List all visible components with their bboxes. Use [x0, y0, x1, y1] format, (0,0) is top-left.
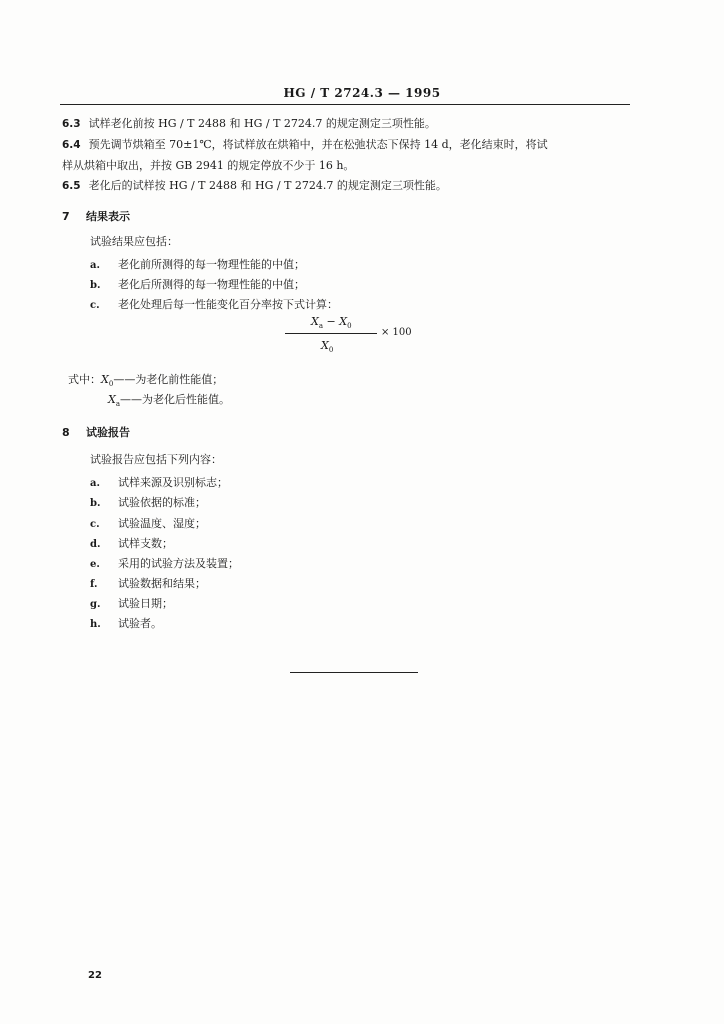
list-item	[90, 515, 206, 531]
section-number: 7	[62, 210, 70, 223]
list-item-label: f.	[90, 579, 98, 590]
list-item	[90, 575, 206, 591]
list-item	[90, 296, 338, 312]
symbol-description: ——为老化前性能值；	[113, 373, 224, 386]
page-number: 22	[88, 970, 102, 981]
clause-6-5	[62, 179, 447, 193]
list-item-label: e.	[90, 559, 100, 570]
list-item	[90, 535, 173, 551]
list-item	[90, 474, 228, 490]
section-title: 结果表示	[86, 210, 130, 223]
list-item-text: 试样来源及识别标志；	[118, 476, 228, 489]
formula-multiplier: × 100	[381, 327, 412, 338]
list-item-label: d.	[90, 539, 101, 550]
end-of-document-rule	[290, 672, 418, 673]
where-line-x0: 式中：$X_0——$为老化前性能值；	[68, 373, 224, 389]
section-8-heading	[62, 424, 130, 440]
formula-denominator: $X_0$	[321, 339, 334, 355]
list-item	[90, 276, 305, 292]
section-8-intro: 试验报告应包括下列内容：	[90, 453, 222, 466]
symbol: X	[108, 393, 116, 406]
percent-change-formula	[285, 315, 425, 359]
list-item-text: 试验数据和结果；	[118, 577, 206, 590]
list-item-label: g.	[90, 599, 101, 610]
list-item-label: h.	[90, 619, 101, 630]
clause-6-3	[62, 117, 436, 131]
list-item-label: a.	[90, 260, 100, 271]
list-item	[90, 555, 239, 571]
formula-numerator: $X_a - X_0$	[311, 315, 352, 331]
where-prefix: 式中：	[68, 373, 101, 386]
page-header: HG / T 2724.3 — 1995	[283, 86, 441, 100]
list-item-label: c.	[90, 300, 100, 311]
fraction-bar	[285, 333, 377, 334]
header-rule	[60, 104, 630, 105]
clause-text: 试样老化前按 HG / T 2488 和 HG / T 2724.7 的规定测定三项性能。	[88, 117, 436, 130]
list-item	[90, 595, 173, 611]
clause-number: 6.5	[62, 180, 81, 192]
list-item-text: 试验温度、湿度；	[118, 517, 206, 530]
clause-number: 6.4	[62, 139, 81, 151]
list-item-text: 试验依据的标准；	[118, 496, 206, 509]
section-number: 8	[62, 426, 70, 439]
clause-text: 预先调节烘箱至 70±1℃，将试样放在烘箱中，并在松弛状态下保持 14 d，老化结束时，将试	[88, 138, 548, 151]
clause-6-4	[62, 138, 548, 152]
clause-text: 老化后的试样按 HG / T 2488 和 HG / T 2724.7 的规定测定三项性能。	[88, 179, 447, 192]
section-title: 试验报告	[86, 426, 130, 439]
list-item-label: b.	[90, 280, 101, 291]
list-item-text: 试验者。	[118, 617, 162, 630]
symbol: X	[101, 373, 109, 386]
where-line-xa: $X_a——$为老化后性能值。	[108, 393, 231, 409]
list-item-text: 试样支数；	[118, 537, 173, 550]
list-item-label: b.	[90, 498, 101, 509]
list-item	[90, 494, 206, 510]
list-item-text: 采用的试验方法及装置；	[118, 557, 239, 570]
list-item-label: c.	[90, 519, 100, 530]
list-item	[90, 256, 305, 272]
list-item-text: 试验日期；	[118, 597, 173, 610]
list-item-text: 老化后所测得的每一物理性能的中值；	[118, 278, 305, 291]
clause-number: 6.3	[62, 118, 81, 130]
clause-text: 样从烘箱中取出，并按 GB 2941 的规定停放不少于 16 h。	[62, 159, 355, 172]
list-item-text: 老化处理后每一性能变化百分率按下式计算：	[118, 298, 338, 311]
symbol-description: ——为老化后性能值。	[120, 393, 231, 406]
section-7-heading	[62, 208, 130, 224]
list-item	[90, 615, 162, 631]
list-item-text: 老化前所测得的每一物理性能的中值；	[118, 258, 305, 271]
clause-6-4-continued	[62, 159, 354, 173]
list-item-label: a.	[90, 478, 100, 489]
section-7-intro: 试验结果应包括：	[90, 235, 178, 248]
